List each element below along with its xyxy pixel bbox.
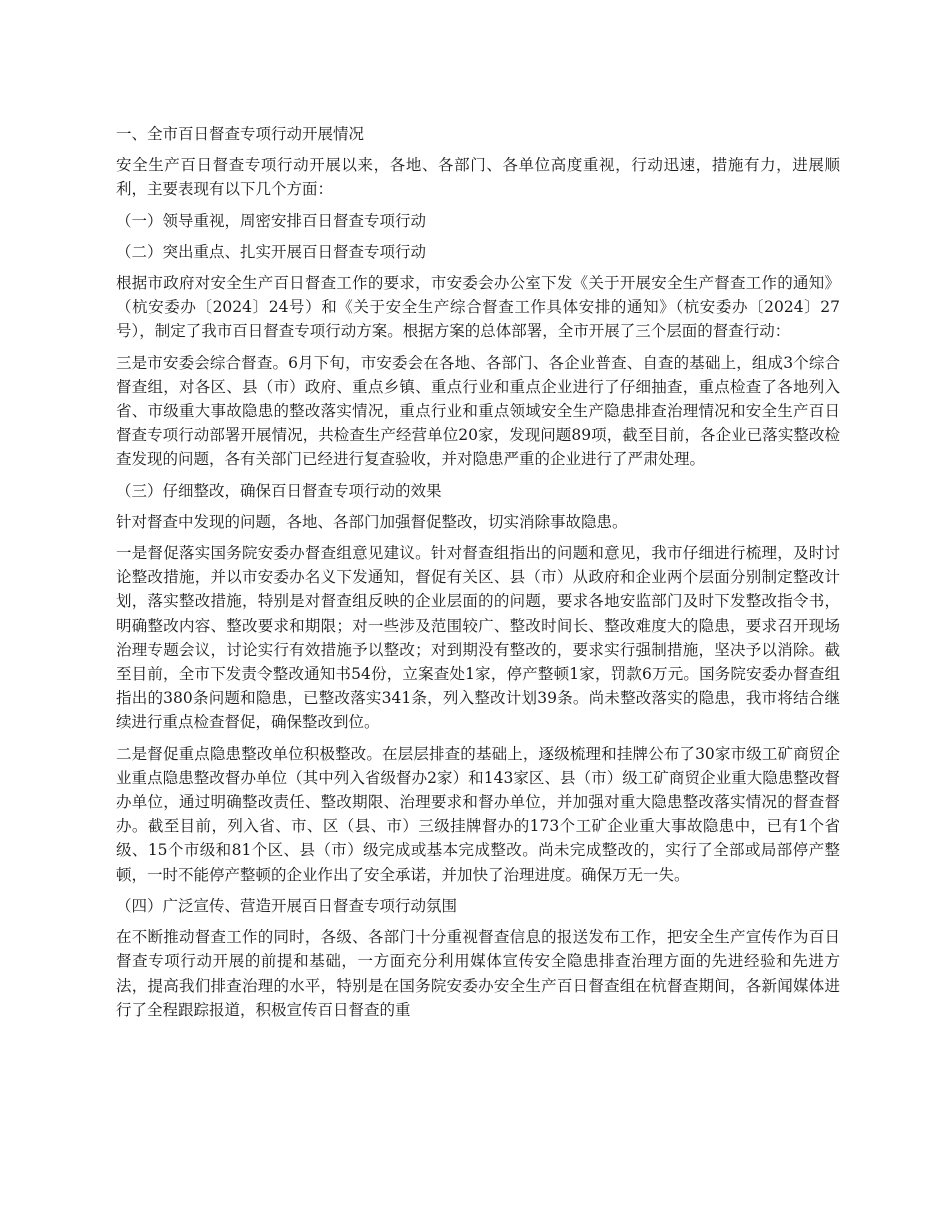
body-paragraph: 根据市政府对安全生产百日督查工作的要求，市安委会办公室下发《关于开展安全生产督查工作的通知》（杭安委办〔2024〕24号）和《关于安全生产综合督查工作具体安排的通知》（杭安委办〔2024〕27号），制定了我市百日督查专项行动方案。根据方案的总体部署，全市开展了三个层面的督查行动： bbox=[116, 274, 840, 341]
subsection-heading-1: （一）领导重视，周密安排百日督查专项行动 bbox=[116, 211, 427, 230]
body-paragraph: 在不断推动督查工作的同时，各级、各部门十分重视督查信息的报送发布工作，把安全生产宣传作为百日督查专项行动开展的前提和基础，一方面充分利用媒体宣传安全隐患排查治理方面的先进经验和先进方法，提高我们排查治理的水平，特别是在国务院安委办安全生产百日督查组在杭督查期间，各新闻媒体进行了全程跟踪报道，积极宣传百日督查的重 bbox=[116, 928, 840, 1019]
subsection-heading-2: （二）突出重点、扎实开展百日督查专项行动 bbox=[116, 242, 427, 261]
section-heading: 一、全市百日督查专项行动开展情况 bbox=[116, 125, 365, 143]
body-paragraph: 一是督促落实国务院安委办督查组意见建议。针对督查组指出的问题和意见，我市仔细进行梳理，及时讨论整改措施，并以市安委办名义下发通知，督促有关区、县（市）从政府和企业两个层面分别制定整改计划，落实整改措施，特别是对督查组反映的企业层面的的问题，要求各地安监部门及时下发整改指令书，明确整改内容、整改要求和期限；对一些涉及范围较广、整改时间长、整改难度大的隐患，要求召开现场治理专题会议，讨论实行有效措施予以整改；对到期没有整改的，要求实行强制措施，坚决予以消除。截至目前，全市下发责令整改通知书54份，立案查处1家，停产整顿1家，罚款6万元。国务院安委办督查组指出的380条问题和隐患，已整改落实341条，列入整改计划39条。尚未整改落实的隐患，我市将结合继续进行重点检查督促，确保整改到位。 bbox=[116, 544, 840, 732]
body-paragraph: 针对督查中发现的问题，各地、各部门加强督促整改，切实消除事故隐患。 bbox=[116, 512, 628, 531]
intro-paragraph: 安全生产百日督查专项行动开展以来，各地、各部门、各单位高度重视，行动迅速，措施有力，进展顺利，主要表现有以下几个方面： bbox=[116, 156, 840, 199]
subsection-heading-4: （四）广泛宣传、营造开展百日督查专项行动氛围 bbox=[116, 896, 458, 915]
subsection-heading-3: （三）仔细整改，确保百日督查专项行动的效果 bbox=[116, 481, 442, 500]
document-body bbox=[116, 122, 840, 1029]
body-paragraph: 二是督促重点隐患整改单位积极整改。在层层排查的基础上，逐级梳理和挂牌公布了30家市级工矿商贸企业重点隐患整改督办单位（其中列入省级督办2家）和143家区、县（市）级工矿商贸企业重大隐患整改督办单位，通过明确整改责任、整改期限、治理要求和督办单位，并加强对重大隐患整改落实情况的督查督办。截至目前，列入省、市、区（县、市）三级挂牌督办的173个工矿企业重大事故隐患中，已有1个省级、15个市级和81个区、县（市）级完成或基本完成整改。尚未完成整改的，实行了全部或局部停产整顿，一时不能停产整顿的企业作出了安全承诺，并加快了治理进度。确保万无一失。 bbox=[116, 744, 840, 884]
body-paragraph: 三是市安委会综合督查。6月下旬，市安委会在各地、各部门、各企业普查、自查的基础上，组成3个综合督查组，对各区、县（市）政府、重点乡镇、重点行业和重点企业进行了仔细抽查，重点检查了各地列入省、市级重大事故隐患的整改落实情况，重点行业和重点领域安全生产隐患排查治理情况和安全生产百日督查专项行动部署开展情况，共检查生产经营单位20家，发现问题89项，截至目前，各企业已落实整改检查发现的问题，各有关部门已经进行复查验收，并对隐患严重的企业进行了严肃处理。 bbox=[116, 353, 840, 469]
